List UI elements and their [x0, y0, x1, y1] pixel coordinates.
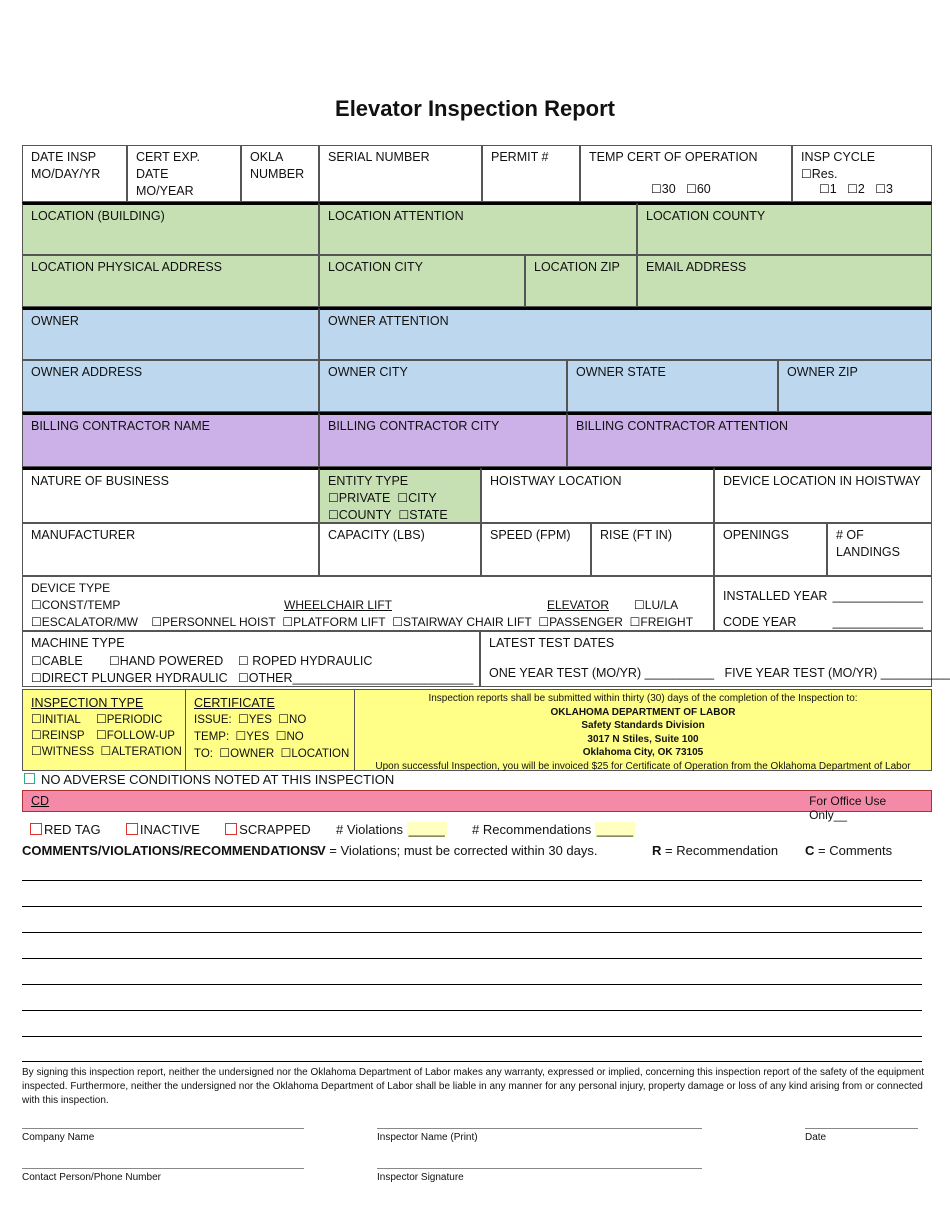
- hoistway-location-label: HOISTWAY LOCATION: [490, 474, 622, 488]
- violations-label: # Violations: [335, 822, 403, 837]
- latest-test-field: [480, 631, 950, 687]
- owner-row-1: [22, 307, 932, 360]
- email-address-label: EMAIL ADDRESS: [646, 260, 747, 274]
- manufacturer-field[interactable]: [22, 523, 319, 576]
- lu-la-label: LU/LA: [644, 598, 679, 612]
- passenger-label: PASSENGER: [549, 615, 623, 629]
- inspector-signature-line[interactable]: [377, 1168, 702, 1169]
- periodic-checkbox[interactable]: ☐: [96, 712, 107, 726]
- cd-label: CD: [31, 794, 50, 808]
- comment-line[interactable]: [22, 958, 922, 959]
- to-location-checkbox[interactable]: ☐: [280, 746, 292, 760]
- lu-la-checkbox[interactable]: ☐: [634, 598, 645, 612]
- temp-cert-field: [580, 145, 792, 202]
- okla-number-label: NUMBER: [250, 167, 305, 181]
- issue-yes-label: YES: [248, 714, 272, 726]
- wheelchair-lift-heading: WHEELCHAIR LIFT: [284, 598, 393, 612]
- temp-yes-label: YES: [246, 731, 270, 743]
- owner-city-label: OWNER CITY: [328, 365, 408, 379]
- certificate-section: [186, 690, 355, 770]
- inspection-form: [22, 145, 950, 772]
- comment-line[interactable]: [22, 906, 922, 907]
- inspection-type-section: [23, 690, 186, 770]
- res-label: Res.: [811, 167, 838, 181]
- periodic-label: PERIODIC: [106, 714, 163, 726]
- one-year-test[interactable]: ONE YEAR TEST (MO/YR) __________: [489, 666, 715, 680]
- insp-cycle-label: INSP CYCLE: [801, 150, 876, 164]
- landings-label-2: LANDINGS: [836, 545, 900, 559]
- direct-plunger-label: DIRECT PLUNGER HYDRAULIC: [41, 671, 228, 685]
- direct-plunger-checkbox[interactable]: ☐: [31, 671, 42, 685]
- comment-line[interactable]: [22, 880, 922, 881]
- c-key: C: [805, 843, 815, 858]
- date-insp-format: MO/DAY/YR: [31, 167, 101, 181]
- location-building-field[interactable]: [22, 202, 319, 255]
- rise-field[interactable]: [591, 523, 714, 576]
- temp-30-checkbox[interactable]: ☐: [651, 182, 662, 196]
- recommendations-input[interactable]: _____: [596, 822, 634, 837]
- cycle-1-checkbox[interactable]: ☐: [819, 182, 830, 196]
- machine-type-row: [22, 631, 950, 687]
- serial-number-field[interactable]: [319, 145, 482, 202]
- city-label: CITY: [408, 491, 437, 505]
- cert-exp-format: MO/YEAR: [136, 184, 194, 198]
- platform-lift-checkbox[interactable]: ☐: [282, 615, 294, 629]
- code-year-input[interactable]: _____________: [832, 615, 923, 629]
- county-checkbox[interactable]: ☐: [328, 508, 339, 522]
- office-use-bar: [22, 790, 932, 822]
- billing-row: [22, 412, 932, 467]
- to-label: TO:: [194, 748, 213, 760]
- device-type-field: [22, 576, 714, 631]
- scrapped-checkbox[interactable]: [225, 823, 237, 835]
- machine-type-label: MACHINE TYPE: [31, 636, 125, 650]
- billing-city-label: BILLING CONTRACTOR CITY: [328, 419, 500, 433]
- personnel-hoist-checkbox[interactable]: ☐: [151, 615, 163, 629]
- code-year-label: CODE YEAR: [723, 615, 797, 629]
- specs-row: [22, 523, 932, 576]
- cycle-3-checkbox[interactable]: ☐: [875, 182, 887, 196]
- comments-heading: COMMENTS/VIOLATIONS/RECOMMENDATIONS: [22, 843, 319, 858]
- status-tags-row: [30, 822, 635, 837]
- no-adverse-row: [24, 772, 394, 787]
- installed-year-label: INSTALLED YEAR: [723, 589, 828, 603]
- latest-test-label: LATEST TEST DATES: [489, 636, 615, 650]
- comments-heading-row: [22, 843, 932, 858]
- speed-label: SPEED (FPM): [490, 528, 571, 542]
- owner-attention-label: OWNER ATTENTION: [328, 314, 449, 328]
- to-owner-checkbox[interactable]: ☐: [219, 746, 231, 760]
- cycle-2-checkbox[interactable]: ☐: [847, 182, 858, 196]
- r-legend: = Recommendation: [665, 843, 779, 858]
- stairway-chair-label: STAIRWAY CHAIR LIFT: [403, 615, 532, 629]
- company-name-label: Company Name: [22, 1132, 95, 1143]
- r-key: R: [652, 843, 662, 858]
- email-address-field[interactable]: [637, 255, 932, 307]
- notice-dept: OKLAHOMA DEPARTMENT OF LABOR: [550, 706, 736, 718]
- hoistway-location-field[interactable]: [481, 467, 714, 523]
- year-field: [714, 576, 932, 631]
- temp-no-label: NO: [286, 731, 304, 743]
- other-label[interactable]: OTHER__________________________: [248, 671, 474, 685]
- openings-field[interactable]: [714, 523, 827, 576]
- escalator-label: ESCALATOR/MW: [41, 615, 138, 629]
- elevator-heading: ELEVATOR: [547, 598, 610, 612]
- owner-city-field[interactable]: [319, 360, 567, 412]
- owner-zip-label: OWNER ZIP: [787, 365, 858, 379]
- location-row-1: [22, 202, 932, 255]
- temp-30-label: 30: [661, 182, 676, 196]
- business-row: [22, 467, 932, 523]
- location-building-label: LOCATION (BUILDING): [31, 209, 165, 223]
- notice-street: 3017 N Stiles, Suite 100: [587, 733, 699, 745]
- cable-label: CABLE: [41, 653, 83, 668]
- followup-checkbox[interactable]: ☐: [96, 728, 107, 742]
- inspector-name-line[interactable]: [377, 1128, 702, 1129]
- followup-label: FOLLOW-UP: [106, 730, 175, 742]
- permit-label: PERMIT #: [491, 150, 549, 164]
- permit-field[interactable]: [482, 145, 580, 202]
- to-location-label: LOCATION: [291, 748, 350, 760]
- issue-no-checkbox[interactable]: ☐: [278, 712, 290, 726]
- entity-type-label: ENTITY TYPE: [328, 474, 409, 488]
- device-type-label: DEVICE TYPE: [31, 581, 111, 595]
- private-checkbox[interactable]: ☐: [328, 491, 339, 505]
- state-checkbox[interactable]: ☐: [398, 508, 410, 522]
- initial-label: INITIAL: [41, 714, 81, 726]
- owner-field[interactable]: [22, 307, 319, 360]
- inspection-notice-box: [22, 689, 932, 771]
- billing-attention-field[interactable]: [567, 412, 932, 467]
- cert-exp-label: CERT EXP. DATE: [136, 150, 200, 181]
- location-county-field[interactable]: [637, 202, 932, 255]
- header-row: [22, 145, 932, 202]
- rise-label: RISE (FT IN): [600, 528, 672, 542]
- billing-attention-label: BILLING CONTRACTOR ATTENTION: [576, 419, 789, 433]
- temp-label: TEMP:: [194, 731, 230, 743]
- red-tag-label: RED TAG: [44, 822, 101, 837]
- owner-address-label: OWNER ADDRESS: [31, 365, 143, 379]
- date-line[interactable]: [805, 1128, 918, 1129]
- owner-attention-field[interactable]: [319, 307, 932, 360]
- disclaimer: By signing this inspection report, neither the undersigned nor the Oklahoma Department of Labor makes any warranty, expressed or implied, concerning this inspection report of the safety of the equipment inspected. Furthermore, neither the undersigned nor the Oklahoma Department of Labor shall be liable in any manner for any personal injury, property damage or loss of any kind arising from or connected with this inspection.: [22, 1067, 924, 1106]
- red-tag-checkbox[interactable]: [30, 823, 42, 835]
- cycle-2-label: 2: [857, 182, 865, 196]
- comment-line[interactable]: [22, 1010, 922, 1011]
- scrapped-label: SCRAPPED: [239, 822, 311, 837]
- roped-hydraulic-checkbox[interactable]: ☐: [238, 653, 249, 668]
- date-label: Date: [805, 1132, 827, 1143]
- stairway-chair-checkbox[interactable]: ☐: [392, 615, 404, 629]
- location-zip-label: LOCATION ZIP: [534, 260, 620, 274]
- five-year-test[interactable]: FIVE YEAR TEST (MO/YR) __________: [724, 666, 950, 680]
- notice-city: Oklahoma City, OK 73105: [582, 747, 704, 758]
- owner-state-field[interactable]: [567, 360, 778, 412]
- comment-line[interactable]: [22, 1036, 922, 1037]
- res-checkbox[interactable]: ☐: [801, 167, 812, 181]
- const-temp-label: CONST/TEMP: [41, 598, 121, 612]
- owner-state-label: OWNER STATE: [576, 365, 666, 379]
- witness-checkbox[interactable]: ☐: [31, 744, 42, 758]
- platform-lift-label: PLATFORM LIFT: [293, 615, 386, 629]
- location-city-field[interactable]: [319, 255, 525, 307]
- installed-year-input[interactable]: _____________: [832, 589, 923, 603]
- notice-line-1: Inspection reports shall be submitted within thirty (30) days of the completion of the Inspection to:: [428, 693, 858, 704]
- comment-line[interactable]: [22, 1061, 922, 1062]
- serial-number-label: SERIAL NUMBER: [328, 150, 430, 164]
- date-insp-label: DATE INSP: [31, 150, 97, 164]
- v-legend: = Violations; must be corrected within 30 days.: [329, 843, 598, 858]
- owner-zip-field[interactable]: [778, 360, 932, 412]
- inactive-label: INACTIVE: [139, 822, 200, 837]
- nature-business-field[interactable]: [22, 467, 319, 523]
- device-location-field[interactable]: [714, 467, 932, 523]
- notice-invoice: Upon successful Inspection, you will be invoiced $25 for Certificate of Operation from the Oklahoma Department of Labor: [375, 760, 911, 772]
- capacity-label: CAPACITY (LBS): [328, 528, 425, 542]
- notice-division: Safety Standards Division: [581, 720, 705, 731]
- inspector-name-label: Inspector Name (Print): [377, 1132, 478, 1143]
- owner-row-2: [22, 360, 932, 412]
- county-label: COUNTY: [338, 508, 392, 522]
- page-title: Elevator Inspection Report: [335, 96, 615, 121]
- speed-field[interactable]: [481, 523, 591, 576]
- state-label: STATE: [409, 508, 448, 522]
- inspection-type-label: INSPECTION TYPE: [31, 696, 144, 710]
- cycle-1-label: 1: [829, 182, 837, 196]
- personnel-hoist-label: PERSONNEL HOIST: [162, 615, 276, 629]
- insp-cycle-field: [792, 145, 932, 202]
- openings-label: OPENINGS: [723, 528, 789, 542]
- temp-no-checkbox[interactable]: ☐: [275, 729, 287, 743]
- billing-name-field[interactable]: [22, 412, 319, 467]
- escalator-checkbox[interactable]: ☐: [31, 615, 42, 629]
- location-attention-field[interactable]: [319, 202, 637, 255]
- alteration-label: ALTERATION: [111, 746, 182, 758]
- company-name-line[interactable]: [22, 1128, 304, 1129]
- witness-label: WITNESS: [41, 746, 95, 758]
- okla-label: OKLA: [250, 150, 284, 164]
- passenger-checkbox[interactable]: ☐: [538, 615, 550, 629]
- submission-notice: [355, 690, 931, 770]
- location-zip-field[interactable]: [525, 255, 637, 307]
- device-type-row: [22, 576, 932, 631]
- issue-no-label: NO: [289, 714, 307, 726]
- to-owner-label: OWNER: [230, 748, 275, 760]
- temp-60-label: 60: [696, 182, 711, 196]
- no-adverse-label: NO ADVERSE CONDITIONS NOTED AT THIS INSPECTION: [41, 772, 395, 787]
- v-key: V: [317, 843, 326, 858]
- inspector-signature-label: Inspector Signature: [377, 1172, 464, 1183]
- device-location-label: DEVICE LOCATION IN HOISTWAY: [723, 474, 921, 488]
- comment-line[interactable]: [22, 932, 922, 933]
- alteration-checkbox[interactable]: ☐: [100, 744, 112, 758]
- okla-number-field[interactable]: [241, 145, 319, 202]
- billing-city-field[interactable]: [319, 412, 567, 467]
- issue-label: ISSUE:: [194, 714, 232, 726]
- city-checkbox[interactable]: ☐: [397, 491, 409, 505]
- hand-powered-label: HAND POWERED: [119, 653, 224, 668]
- landings-field[interactable]: [827, 523, 932, 576]
- roped-hydraulic-label: ROPED HYDRAULIC: [252, 653, 373, 668]
- location-address-label: LOCATION PHYSICAL ADDRESS: [31, 260, 223, 274]
- location-row-2: [22, 255, 932, 307]
- nature-business-label: NATURE OF BUSINESS: [31, 474, 169, 488]
- reinsp-label: REINSP: [41, 730, 85, 742]
- hand-powered-checkbox[interactable]: ☐: [109, 653, 120, 668]
- issue-yes-checkbox[interactable]: ☐: [238, 712, 249, 726]
- recommendations-label: # Recommendations: [472, 822, 592, 837]
- location-attention-label: LOCATION ATTENTION: [328, 209, 464, 223]
- contact-label: Contact Person/Phone Number: [22, 1172, 161, 1183]
- machine-type-field: [22, 631, 480, 687]
- owner-label: OWNER: [31, 314, 79, 328]
- temp-yes-checkbox[interactable]: ☐: [235, 729, 247, 743]
- date-insp-field[interactable]: [22, 145, 127, 202]
- certificate-label: CERTIFICATE: [194, 696, 275, 710]
- c-legend: = Comments: [818, 843, 893, 858]
- manufacturer-label: MANUFACTURER: [31, 528, 136, 542]
- office-use-label: For Office Use Only__: [809, 794, 887, 822]
- cable-checkbox[interactable]: ☐: [31, 653, 42, 668]
- entity-type-field: [319, 467, 481, 523]
- landings-label-1: # OF: [836, 528, 864, 542]
- freight-label: FREIGHT: [640, 615, 694, 629]
- temp-60-checkbox[interactable]: ☐: [686, 182, 697, 196]
- freight-checkbox[interactable]: ☐: [629, 615, 641, 629]
- violations-input[interactable]: _____: [408, 822, 445, 837]
- location-city-label: LOCATION CITY: [328, 260, 423, 274]
- comment-line[interactable]: [22, 984, 922, 985]
- contact-line[interactable]: [22, 1168, 304, 1169]
- private-label: PRIVATE: [338, 491, 391, 505]
- cert-exp-field[interactable]: [127, 145, 241, 202]
- billing-name-label: BILLING CONTRACTOR NAME: [31, 419, 210, 433]
- no-adverse-checkbox[interactable]: [24, 773, 35, 784]
- temp-cert-label: TEMP CERT OF OPERATION: [589, 150, 758, 164]
- initial-checkbox[interactable]: ☐: [31, 712, 42, 726]
- location-county-label: LOCATION COUNTY: [646, 209, 766, 223]
- reinsp-checkbox[interactable]: ☐: [31, 728, 42, 742]
- cycle-3-label: 3: [886, 182, 893, 196]
- capacity-field[interactable]: [319, 523, 481, 576]
- const-temp-checkbox[interactable]: ☐: [31, 598, 42, 612]
- location-address-field[interactable]: [22, 255, 319, 307]
- other-checkbox[interactable]: ☐: [238, 671, 249, 685]
- owner-address-field[interactable]: [22, 360, 319, 412]
- inactive-checkbox[interactable]: [126, 823, 138, 835]
